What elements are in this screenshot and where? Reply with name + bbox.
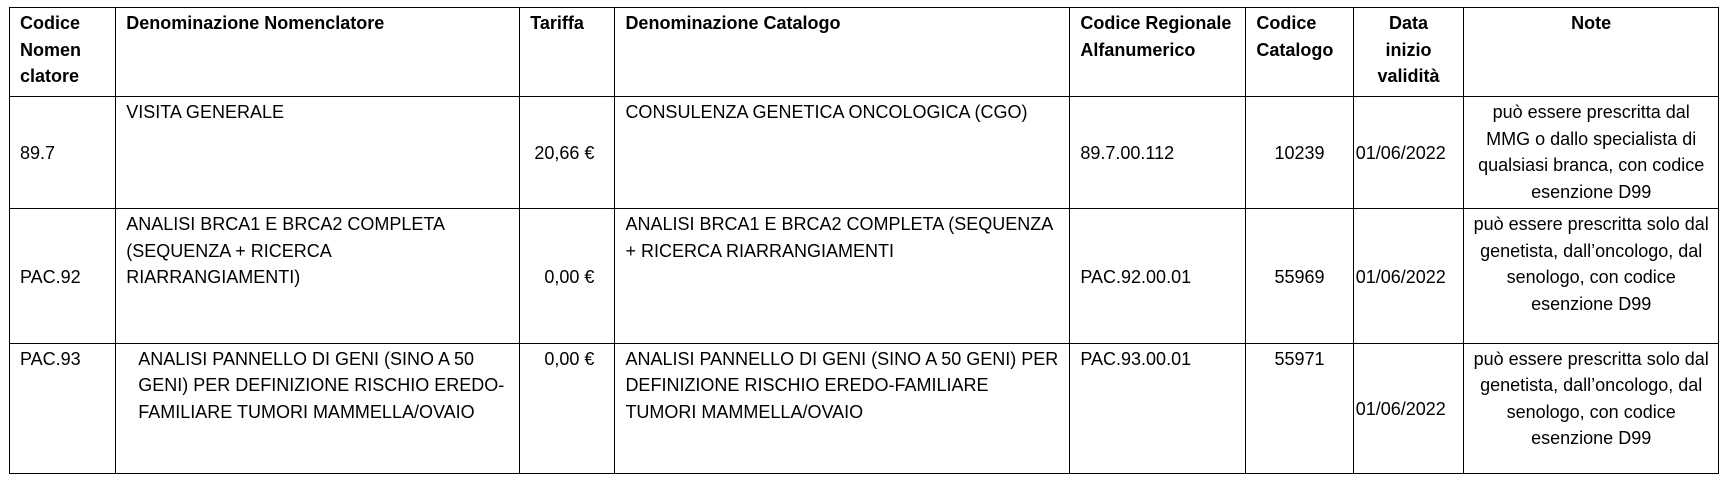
cell-denominazione-nomenclatore: ANALISI BRCA1 E BRCA2 COMPLETA (SEQUENZA + RICERCA RIARRANGIAMENTI) bbox=[116, 209, 520, 343]
cell-denominazione-nomenclatore: ANALISI PANNELLO DI GENI (SINO A 50 GENI) PER DEFINIZIONE RISCHIO EREDO-FAMILIARE TUMORI MAMMELLA/OVAIO bbox=[116, 343, 520, 473]
cell-data-inizio: 01/06/2022 bbox=[1353, 97, 1464, 209]
cell-codice-nomenclatore: PAC.92 bbox=[10, 209, 116, 343]
cell-denominazione-catalogo: CONSULENZA GENETICA ONCOLOGICA (CGO) bbox=[615, 97, 1070, 209]
cell-tariffa: 0,00 € bbox=[520, 343, 615, 473]
cell-note: può essere prescritta solo dal genetista, dall’oncologo, dal senologo, con codice esenzione D99 bbox=[1464, 209, 1719, 343]
header-denominazione-catalogo: Denominazione Catalogo bbox=[615, 8, 1070, 97]
nomenclatore-table bbox=[9, 7, 1719, 474]
cell-note: può essere prescritta solo dal genetista, dall’oncologo, dal senologo, con codice esenzione D99 bbox=[1464, 343, 1719, 473]
cell-codice-catalogo: 55969 bbox=[1246, 209, 1353, 343]
table-row bbox=[10, 209, 1719, 343]
header-note: Note bbox=[1464, 8, 1719, 97]
header-tariffa: Tariffa bbox=[520, 8, 615, 97]
cell-codice-catalogo: 10239 bbox=[1246, 97, 1353, 209]
header-codice-regionale: Codice Regionale Alfanumerico bbox=[1070, 8, 1246, 97]
header-row bbox=[10, 8, 1719, 97]
cell-codice-regionale: 89.7.00.112 bbox=[1070, 97, 1246, 209]
cell-codice-regionale: PAC.93.00.01 bbox=[1070, 343, 1246, 473]
table-row bbox=[10, 97, 1719, 209]
cell-codice-regionale: PAC.92.00.01 bbox=[1070, 209, 1246, 343]
cell-data-inizio: 01/06/2022 bbox=[1353, 209, 1464, 343]
table-row bbox=[10, 343, 1719, 473]
header-denominazione-nomenclatore: Denominazione Nomenclatore bbox=[116, 8, 520, 97]
cell-denominazione-catalogo: ANALISI PANNELLO DI GENI (SINO A 50 GENI) PER DEFINIZIONE RISCHIO EREDO-FAMILIARE TUMORI MAMMELLA/OVAIO bbox=[615, 343, 1070, 473]
header-codice-catalogo: Codice Catalogo bbox=[1246, 8, 1353, 97]
header-codice-nomenclatore: Codice Nomen clatore bbox=[10, 8, 116, 97]
cell-denominazione-nomenclatore: VISITA GENERALE bbox=[116, 97, 520, 209]
cell-denominazione-catalogo: ANALISI BRCA1 E BRCA2 COMPLETA (SEQUENZA + RICERCA RIARRANGIAMENTI bbox=[615, 209, 1070, 343]
cell-codice-catalogo: 55971 bbox=[1246, 343, 1353, 473]
cell-note: può essere prescritta dal MMG o dallo specialista di qualsiasi branca, con codice esenzione D99 bbox=[1464, 97, 1719, 209]
cell-codice-nomenclatore: PAC.93 bbox=[10, 343, 116, 473]
cell-tariffa: 0,00 € bbox=[520, 209, 615, 343]
cell-data-inizio: 01/06/2022 bbox=[1353, 343, 1464, 473]
cell-tariffa: 20,66 € bbox=[520, 97, 615, 209]
cell-codice-nomenclatore: 89.7 bbox=[10, 97, 116, 209]
header-data-inizio: Data inizio validità bbox=[1353, 8, 1464, 97]
